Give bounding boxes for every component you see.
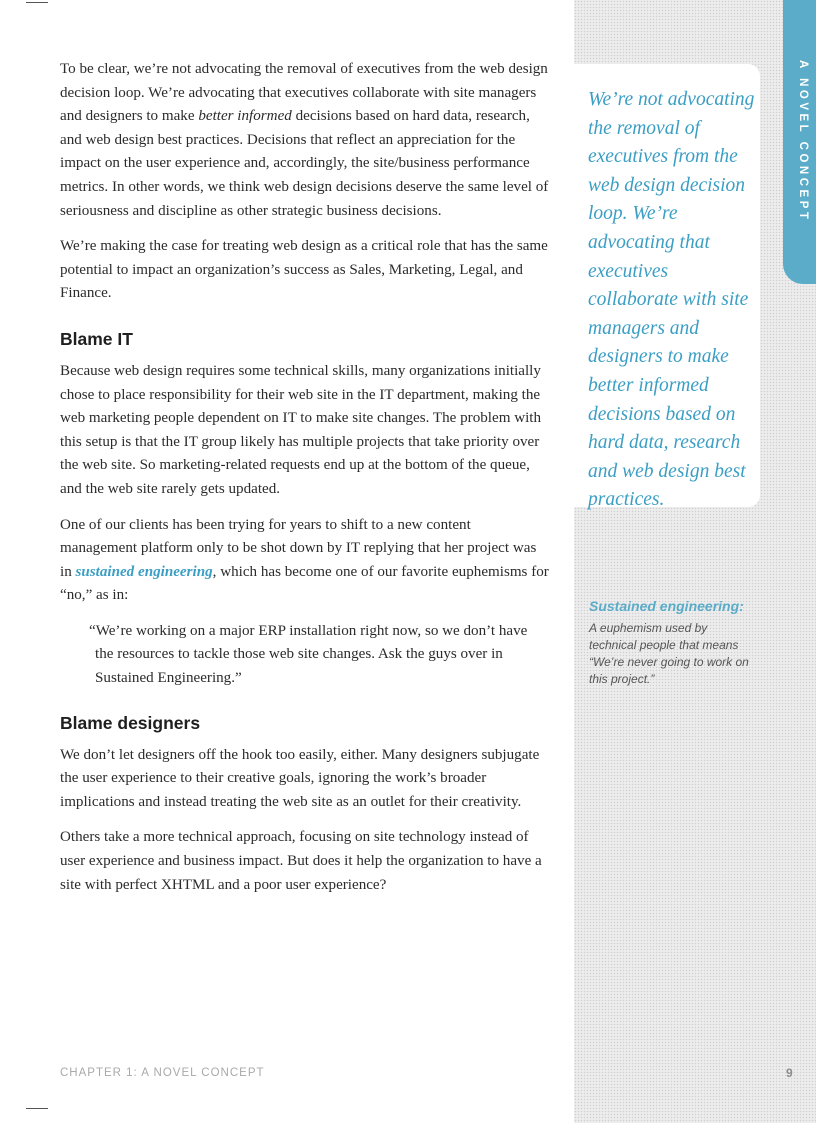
body-text: , which has become one of our favorite euphemisms for “no,” as in: [60, 563, 549, 604]
emphasis-text: better informed [198, 108, 292, 125]
sidebar-definition [589, 598, 749, 688]
pull-quote: We’re not advocating the removal of executives from the web design decision loop. We’re advocating that executives collaborate with site managers and designers to make better informed decisions based on hard data, research and web design best practices. [588, 89, 755, 511]
quote-line: Sustained Engineering.” [95, 670, 242, 687]
sidebar-definition-text: A euphemism used by technical people that means “We’re never going to work on this project.” [589, 621, 749, 686]
body-paragraph: Others take a more technical approach, focusing on site technology instead of user experience and business impact. But does it help the organization to have a site with perfect XHTML and a poor user experience? [60, 829, 542, 893]
quote-line: “We’re working on a major ERP installation right now, so we don’t have [89, 622, 528, 639]
body-paragraph [60, 58, 550, 223]
running-footer: CHAPTER 1: A NOVEL CONCEPT [60, 1067, 265, 1079]
crop-mark-bottom [26, 1108, 48, 1109]
body-text: One of our clients has been trying for years to shift to a new content management platform only to be shot down by IT replying that her project was in [60, 516, 537, 580]
sustained-engineering-link[interactable]: sustained engineering [75, 563, 213, 580]
sidebar-term: Sustained engineering: [589, 598, 744, 614]
quote-line: the resources to tackle those web site changes. Ask the guys over in [95, 646, 503, 663]
page-number: 9 [786, 1066, 793, 1080]
heading-blame-it: Blame IT [60, 328, 133, 349]
body-paragraph [60, 514, 550, 608]
body-text: decisions based on hard data, research, and web design best practices. Decisions that reflect an appreciation for the impact on the user experience and, accordingly, the site/business performance metrics. In other words, we think web design decisions deserve the same level of seriousness and discipline as other strategic business decisions. [60, 108, 549, 219]
body-paragraph: We don’t let designers off the hook too easily, either. Many designers subjugate the user experience to their creative goals, ignoring the work’s broader implications and instead treating the web site as an outlet for their creativity. [60, 746, 540, 810]
block-quote [60, 620, 550, 691]
heading-blame-designers: Blame designers [60, 712, 201, 733]
chapter-tab-label: A NOVEL CONCEPT [797, 60, 809, 223]
crop-mark-top [26, 2, 48, 3]
body-text: To be clear, we’re not advocating the removal of executives from the web design decision loop. We’re advocating that executives collaborate with site managers and designers to make [60, 61, 548, 125]
main-content [60, 58, 550, 909]
body-paragraph: We’re making the case for treating web design as a critical role that has the same potential to impact an organization’s success as Sales, Marketing, Legal, and Finance. [60, 238, 548, 302]
body-paragraph: Because web design requires some technical skills, many organizations initially chose to place responsibility for their web site in the IT department, making the web marketing people dependent on IT to make site changes. The problem with this setup is that the IT group likely has multiple projects that take priority over the web site. So marketing-related requests end up at the bottom of the queue, and the web site rarely gets updated. [60, 362, 542, 497]
